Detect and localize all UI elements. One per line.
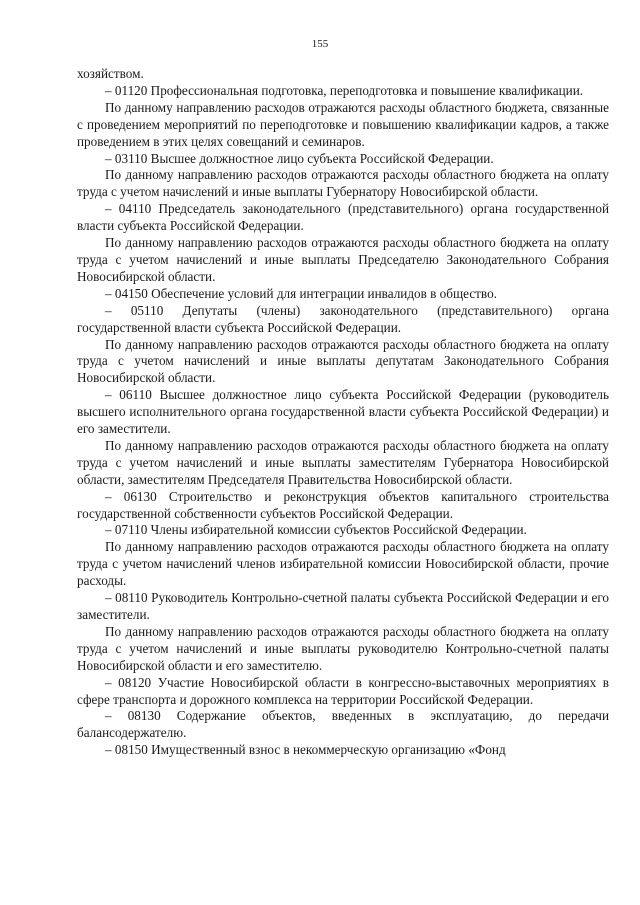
paragraph: – 03110 Высшее должностное лицо субъекта Российской Федерации. (105, 150, 494, 166)
paragraph: – 05110 Депутаты (члены) законодательного (представительного) органа государственной власти субъекта Российской Федерации. (77, 302, 609, 335)
paragraph: По данному направлению расходов отражаются расходы областного бюджета на оплату труда с учетом начислений и иные выплаты заместителям Губернатора Новосибирской области, заместителям Председателя Правительства Новосибирской области. (77, 437, 609, 487)
paragraph: По данному направлению расходов отражаются расходы областного бюджета, связанные с проведением мероприятий по переподготовке и повышению квалификации кадров, а также проведением в этих целях совещаний и семинаров. (77, 99, 609, 149)
paragraph: – 04110 Председатель законодательного (представительного) органа государственной власти субъекта Российской Федерации. (77, 201, 609, 234)
paragraph: По данному направлению расходов отражаются расходы областного бюджета на оплату труда с учетом начислений и иные выплаты Председателю Законодательного Собрания Новосибирской области. (77, 235, 609, 284)
paragraph: По данному направлению расходов отражаются расходы областного бюджета на оплату труда с учетом начислений членов избирательной комиссии Новосибирской области, прочие расходы. (77, 539, 609, 589)
paragraph: – 06110 Высшее должностное лицо субъекта Российской Федерации (руководитель высшего исполнительного органа государственной власти субъекта Российской Федерации) и его заместители. (77, 387, 609, 437)
paragraph: хозяйством. (77, 66, 144, 81)
paragraph: – 04150 Обеспечение условий для интеграции инвалидов в общество. (105, 285, 497, 301)
paragraph: – 08130 Содержание объектов, введенных в эксплуатацию, до передачи балансодержателю. (77, 708, 609, 741)
paragraph: По данному направлению расходов отражаются расходы областного бюджета на оплату труда с учетом начислений и иные выплаты руководителю Контрольно-счетной палаты Новосибирской области и его заместителю. (77, 623, 609, 673)
document-body (77, 66, 609, 759)
paragraph: – 01120 Профессиональная подготовка, переподготовка и повышение квалификации. (105, 82, 584, 98)
paragraph: – 08110 Руководитель Контрольно-счетной палаты субъекта Российской Федерации и его заместители. (77, 590, 609, 622)
paragraph: – 08150 Имущественный взнос в некоммерческую организацию «Фонд (105, 742, 506, 758)
paragraph: – 06130 Строительство и реконструкция объектов капитального строительства государственной собственности субъектов Российской Федерации. (77, 488, 609, 521)
paragraph: – 07110 Члены избирательной комиссии субъектов Российской Федерации. (105, 522, 527, 538)
paragraph: По данному направлению расходов отражаются расходы областного бюджета на оплату труда с учетом начислений и иные выплаты депутатам Законодательного Собрания Новосибирской области. (77, 336, 609, 386)
paragraph: По данному направлению расходов отражаются расходы областного бюджета на оплату труда с учетом начислений и иные выплаты Губернатору Новосибирской области. (77, 167, 609, 200)
paragraph: – 08120 Участие Новосибирской области в конгрессно-выставочных мероприятиях в сфере транспорта и дорожного комплекса на территории Российской Федерации. (77, 674, 609, 707)
page-number: 155 (311, 38, 329, 50)
